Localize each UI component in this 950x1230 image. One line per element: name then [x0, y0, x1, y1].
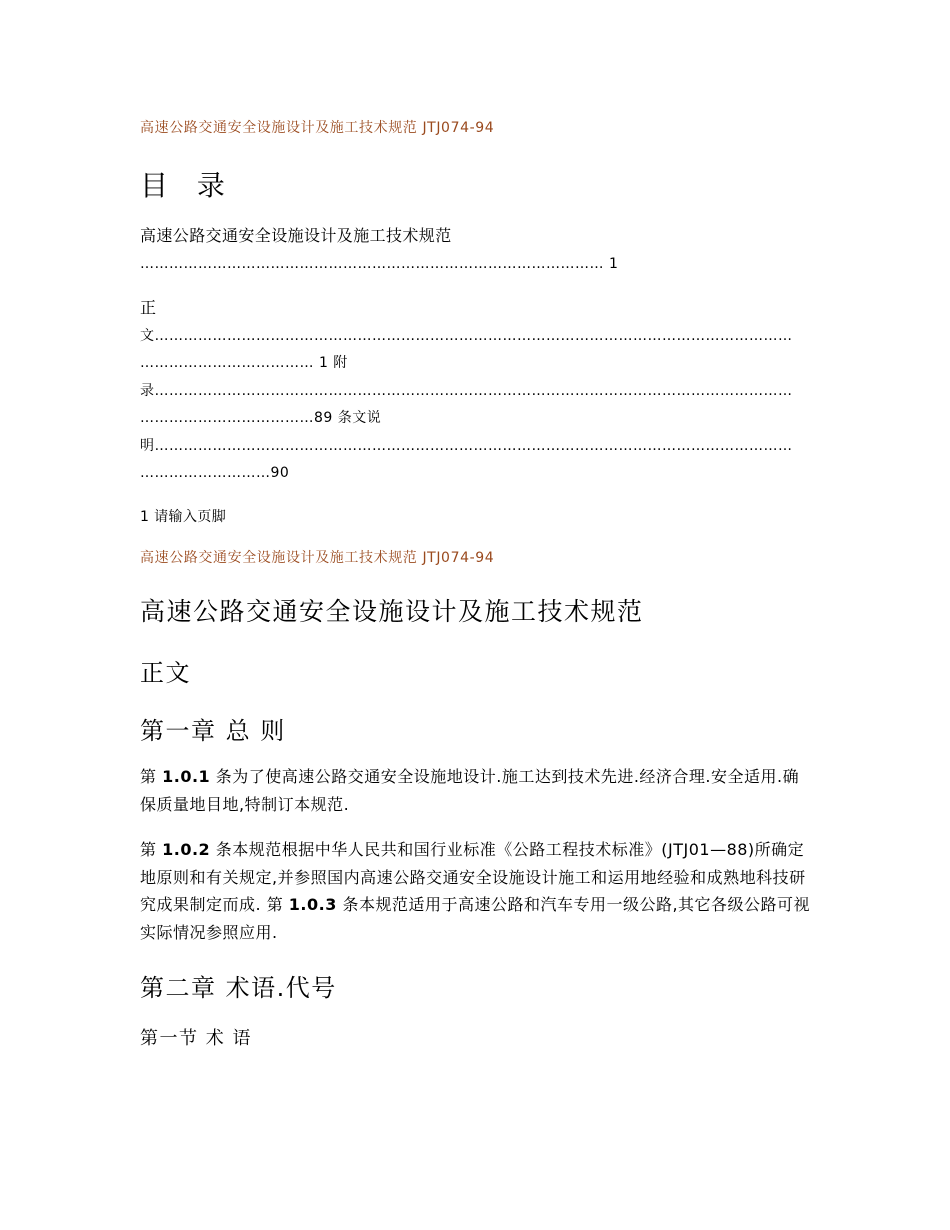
toc-entry-body-dots: 文…………………………………………………………………………………………………………………… — [140, 328, 793, 344]
toc-entry-appendix-label: ……………………………… 1 附 — [140, 355, 348, 371]
clause-text: 条为了使高速公路交通安全设施地设计.施工达到技术先进.经济合理.安全适用.确保质量地目地,特制订本规范. — [140, 767, 800, 814]
section-1-heading: 第一节 术 语 — [140, 1028, 252, 1049]
document-title: 高速公路交通安全设施设计及施工技术规范 — [140, 597, 644, 626]
toc-title: 目 录 — [140, 169, 235, 202]
running-header: 高速公路交通安全设施设计及施工技术规范 JTJ074-94 — [140, 120, 495, 136]
toc-entry-explanation-label: ………………………………89 条文说 — [140, 410, 382, 426]
clause-prefix: 第 — [266, 895, 284, 914]
page-footer: 1 请输入页脚 — [140, 509, 227, 525]
clause-prefix: 第 — [140, 840, 157, 859]
section-heading-body: 正文 — [140, 659, 191, 687]
clause-1-0-1 — [140, 763, 810, 818]
toc-entry-title: 高速公路交通安全设施设计及施工技术规范 — [140, 226, 452, 245]
clause-prefix: 第 — [140, 767, 157, 786]
toc-entry-explanation-page: ………………………90 — [140, 465, 290, 481]
chapter-1-heading: 第一章 总 则 — [140, 717, 286, 745]
clause-number: 1.0.1 — [162, 767, 211, 786]
toc-entry-body-label: 正 — [140, 298, 157, 317]
toc-entry-title-dots: …………………………………………………………………………………… 1 — [140, 256, 619, 272]
clause-text: 条本规范适用于高速公路和汽车专用一级公路,其它各级公路可视实际情况参照应用. — [140, 895, 811, 942]
clause-number: 1.0.2 — [162, 840, 211, 859]
clause-number: 1.0.3 — [288, 895, 337, 914]
clause-1-0-2 — [140, 836, 812, 946]
chapter-2-heading: 第二章 术语.代号 — [140, 974, 337, 1002]
toc-entry-explanation-dots: 明…………………………………………………………………………………………………………………… — [140, 438, 793, 454]
toc-entry-appendix-dots: 录…………………………………………………………………………………………………………………… — [140, 383, 793, 399]
running-header-2: 高速公路交通安全设施设计及施工技术规范 JTJ074-94 — [140, 550, 495, 566]
clause-text: 条本规范根据中华人民共和国行业标准《公路工程技术标准》(JTJ01—88)所确定地原则和有关规定,并参照国内高速公路交通安全设施设计施工和运用地经验和成熟地科技研究成果制定而成. — [140, 840, 806, 914]
